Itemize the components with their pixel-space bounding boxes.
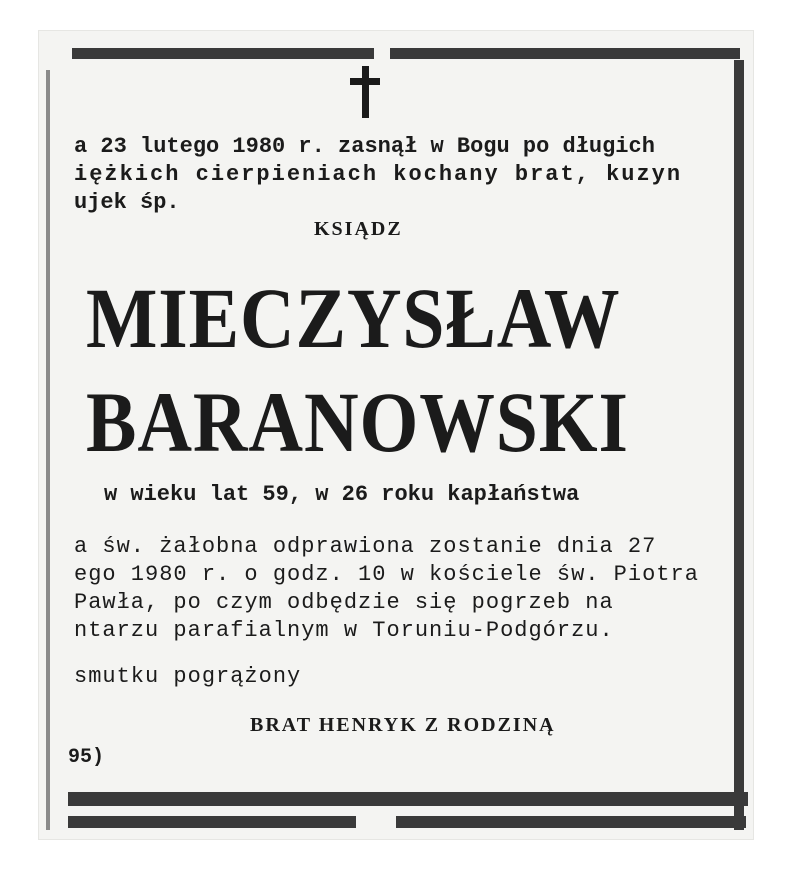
cross-icon bbox=[350, 66, 380, 118]
age-line: w wieku lat 59, w 26 roku kapłaństwa bbox=[104, 482, 580, 507]
title-prefix: KSIĄDZ bbox=[314, 218, 403, 240]
top-border-rule-right bbox=[390, 48, 740, 59]
bottom-border-rule-left bbox=[68, 816, 356, 828]
mass-line-2: ego 1980 r. o godz. 10 w kościele św. Piotra bbox=[74, 562, 699, 587]
intro-line-3: ujek śp. bbox=[74, 190, 180, 215]
intro-line-1: a 23 lutego 1980 r. zasnął w Bogu po długich bbox=[74, 134, 655, 159]
mass-line-4: ntarzu parafialnym w Toruniu-Podgórzu. bbox=[74, 618, 614, 643]
signature: BRAT HENRYK Z RODZINĄ bbox=[250, 714, 556, 736]
reference-code: 95) bbox=[68, 746, 105, 769]
intro-line-2: iężkich cierpieniach kochany brat, kuzyn bbox=[74, 162, 683, 187]
top-border-rule-left bbox=[72, 48, 374, 59]
first-name: MIECZYSŁAW bbox=[86, 270, 621, 366]
right-border-rule bbox=[734, 60, 744, 830]
bottom-border-rule bbox=[68, 792, 748, 806]
left-edge-shadow bbox=[46, 70, 50, 830]
last-name: BARANOWSKI bbox=[86, 374, 629, 470]
mass-line-1: a św. żałobna odprawiona zostanie dnia 27 bbox=[74, 534, 657, 559]
mass-line-3: Pawła, po czym odbędzie się pogrzeb na bbox=[74, 590, 614, 615]
obituary-clipping bbox=[38, 30, 754, 840]
mourning-line: smutku pogrążony bbox=[74, 664, 302, 689]
bottom-border-rule-right bbox=[396, 816, 746, 828]
